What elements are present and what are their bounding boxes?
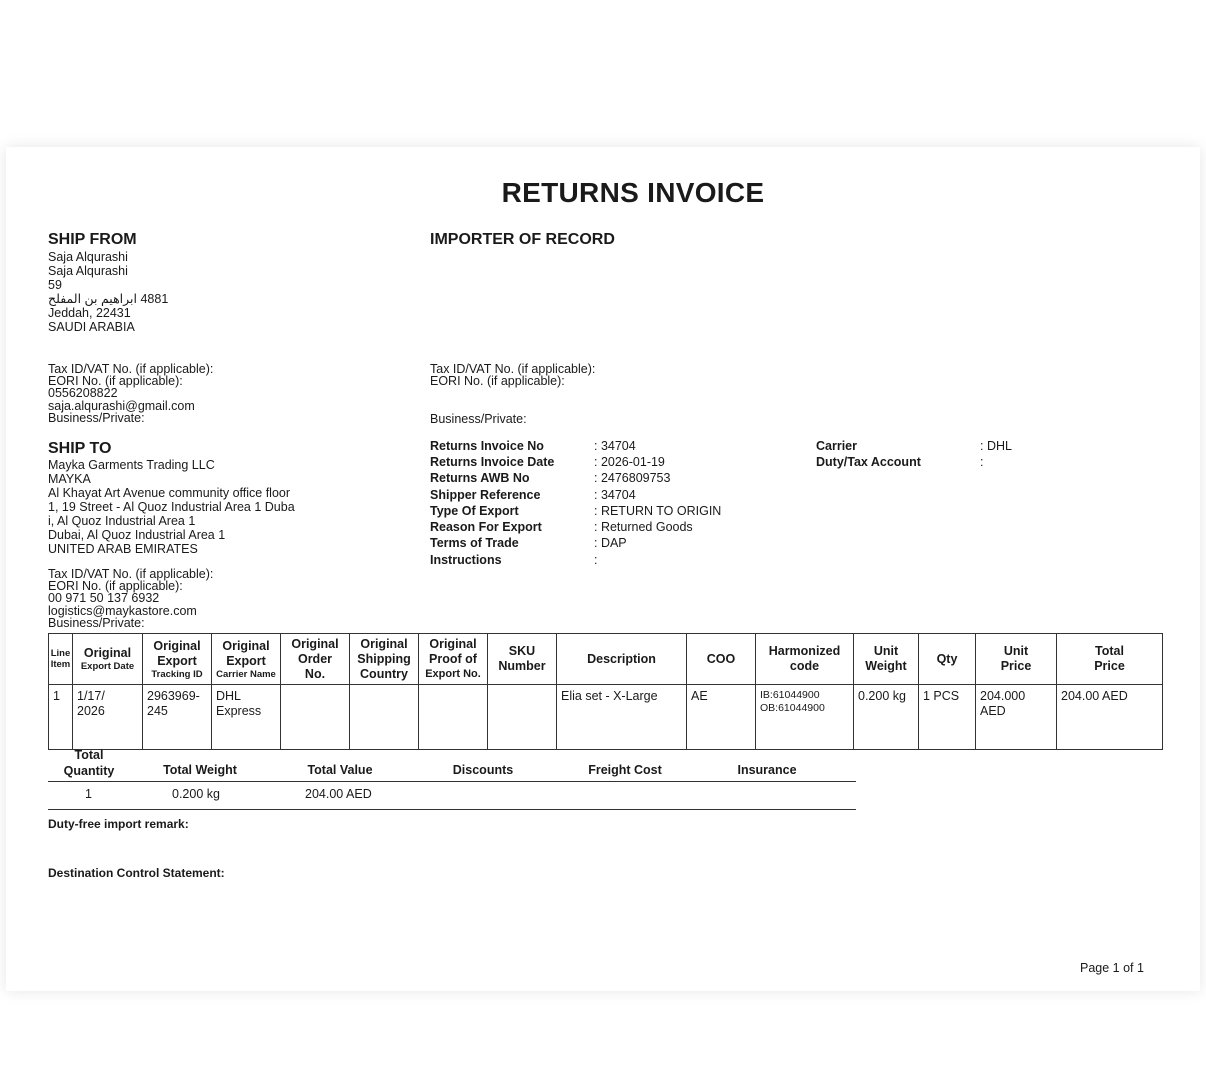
cell-qty: 1 PCS	[919, 685, 976, 750]
cell-unit-weight: 0.200 kg	[854, 685, 919, 750]
cell-text: 1/17/	[77, 689, 105, 703]
header-text: Original	[360, 636, 408, 651]
info-label: Returns AWB No	[430, 471, 530, 485]
cell-text: OB:61044900	[760, 702, 825, 714]
totals-divider-bottom	[48, 809, 856, 810]
total-weight-header: Total Weight	[163, 763, 237, 777]
info-value: : 34704	[594, 488, 636, 502]
header-text: Quantity	[63, 764, 115, 778]
address-line: Saja Alqurashi	[48, 250, 128, 264]
total-quantity-value: 1	[85, 787, 92, 801]
info-value: :	[980, 455, 984, 469]
page-title: RETURNS INVOICE	[501, 177, 765, 208]
cell-order-no	[281, 685, 350, 750]
cell-coo: AE	[687, 685, 756, 750]
info-label: Shipper Reference	[430, 488, 541, 502]
info-label: Type Of Export	[430, 504, 519, 518]
header-text: Number	[498, 659, 546, 673]
cell-text: Express	[216, 704, 262, 718]
col-qty: Qty	[919, 634, 976, 685]
info-label: Duty/Tax Account	[816, 455, 921, 469]
info-value: : 2026-01-19	[594, 455, 665, 469]
header-text: No.	[304, 666, 326, 681]
header-text: Proof of	[429, 651, 477, 666]
cell-sku	[488, 685, 557, 750]
header-text: Price	[1094, 659, 1125, 673]
cell-text: DHL	[216, 689, 242, 703]
total-value-header: Total Value	[307, 763, 373, 777]
address-line: Al Khayat Art Avenue community office floor	[48, 486, 291, 500]
total-value-value: 204.00 AED	[305, 787, 372, 801]
col-orig-tracking	[143, 634, 212, 685]
cell-proof	[419, 685, 488, 750]
header-text: Original	[153, 638, 201, 653]
header-text: Carrier Name	[216, 668, 276, 680]
business-label: Business/Private:	[48, 615, 145, 630]
cell-line-item: 1	[49, 685, 73, 750]
col-unit-price	[976, 634, 1057, 685]
info-value: : DHL	[980, 439, 1012, 453]
email: logistics@maykastore.com	[48, 603, 197, 618]
cell-total-price: 204.00 AED	[1057, 685, 1163, 750]
eori-label: EORI No. (if applicable):	[48, 374, 183, 389]
col-coo: COO	[687, 634, 756, 685]
totals-divider-top	[48, 781, 856, 782]
phone: 0556208822	[48, 386, 118, 401]
header-text: Tracking ID	[151, 668, 203, 680]
email: saja.alqurashi@gmail.com	[48, 398, 195, 413]
ship-from-tax-block	[48, 363, 213, 424]
header-text: Original	[291, 636, 339, 651]
address-line: 1, 19 Street - Al Quoz Industrial Area 1 Duba	[48, 500, 295, 514]
address-line: i, Al Quoz Industrial Area 1	[48, 514, 196, 528]
col-hs	[756, 634, 854, 685]
info-label: Carrier	[816, 439, 857, 453]
info-value: : DAP	[594, 536, 627, 550]
header-text: Export No.	[425, 667, 481, 680]
info-value: : 2476809753	[594, 471, 671, 485]
cell-hs	[756, 685, 854, 750]
items-table	[48, 633, 1163, 750]
cell-text: AED	[980, 704, 1006, 718]
header-text: Total	[1095, 644, 1124, 658]
address-line: Mayka Garments Trading LLC	[48, 458, 215, 472]
header-text: Shipping	[357, 651, 411, 666]
insurance-header: Insurance	[737, 763, 797, 777]
info-value: : 34704	[594, 439, 636, 453]
header-text: Original	[222, 638, 270, 653]
header-text: Unit	[1003, 644, 1029, 658]
header-text: SKU	[508, 644, 536, 658]
header-text: Total	[74, 748, 104, 762]
header-text: Export	[157, 653, 197, 668]
header-text: Country	[360, 666, 408, 681]
importer-heading: IMPORTER OF RECORD	[430, 231, 615, 248]
info-value: : Returned Goods	[594, 520, 693, 534]
cell-tracking	[143, 685, 212, 750]
cell-text: 204.000	[980, 689, 1026, 703]
col-orig-country	[350, 634, 419, 685]
table-header-row	[49, 634, 1163, 685]
ship-from-address	[48, 250, 168, 334]
header-text: Original	[83, 646, 132, 660]
importer-tax-block	[430, 363, 595, 387]
cell-description: Elia set - X-Large	[557, 685, 687, 750]
info-label: Terms of Trade	[430, 536, 519, 550]
eori-label: EORI No. (if applicable):	[48, 579, 183, 594]
importer-business-label: Business/Private:	[430, 412, 527, 426]
col-description: Description	[557, 634, 687, 685]
cell-text: IB:61044900	[760, 689, 820, 701]
header-text: Export	[226, 653, 266, 668]
cell-country	[350, 685, 419, 750]
address-line: Jeddah, 22431	[48, 306, 131, 320]
header-text: Line	[50, 648, 71, 659]
col-orig-export-date	[73, 634, 143, 685]
table-row	[49, 685, 1163, 750]
header-text: Unit	[873, 644, 899, 658]
destination-control-statement: Destination Control Statement:	[48, 866, 225, 880]
cell-carrier	[212, 685, 281, 750]
tax-label: Tax ID/VAT No. (if applicable):	[48, 362, 214, 376]
business-label: Business/Private:	[48, 410, 145, 425]
duty-free-remark: Duty-free import remark:	[48, 817, 189, 831]
col-orig-order	[281, 634, 350, 685]
address-line: SAUDI ARABIA	[48, 320, 135, 334]
page-number: Page 1 of 1	[1080, 961, 1144, 975]
ship-from-heading: SHIP FROM	[48, 231, 137, 248]
info-label: Returns Invoice No	[430, 439, 544, 453]
tax-label: Tax ID/VAT No. (if applicable):	[430, 362, 596, 376]
address-line: MAYKA	[48, 472, 91, 486]
info-label: Instructions	[430, 553, 502, 567]
address-line: 4881 ابراهيم بن المفلح	[48, 292, 169, 306]
total-quantity-header	[48, 747, 130, 779]
col-orig-proof	[419, 634, 488, 685]
col-line-item	[49, 634, 73, 685]
header-text: Original	[429, 636, 477, 651]
cell-text: 2026	[77, 704, 105, 718]
total-weight-value: 0.200 kg	[172, 787, 220, 801]
phone: 00 971 50 137 6932	[48, 591, 160, 606]
address-line: Dubai, Al Quoz Industrial Area 1	[48, 528, 226, 542]
col-sku	[488, 634, 557, 685]
ship-to-tax-block	[48, 568, 213, 629]
discounts-header: Discounts	[452, 763, 514, 777]
info-label: Returns Invoice Date	[430, 455, 555, 469]
info-value: :	[594, 553, 598, 567]
header-text: Export Date	[80, 661, 135, 672]
col-unit-weight	[854, 634, 919, 685]
header-text: Order	[297, 651, 333, 666]
header-text: code	[789, 659, 820, 673]
ship-to-heading: SHIP TO	[48, 440, 112, 457]
cell-text: 245	[147, 704, 168, 718]
tax-label: Tax ID/VAT No. (if applicable):	[48, 567, 214, 581]
cell-text: 2963969-	[147, 689, 200, 703]
address-line: UNITED ARAB EMIRATES	[48, 542, 198, 556]
info-label: Reason For Export	[430, 520, 542, 534]
freight-cost-header: Freight Cost	[588, 763, 662, 777]
address-line: 59	[48, 278, 62, 292]
cell-unit-price	[976, 685, 1057, 750]
header-text: Item	[50, 659, 71, 670]
header-text: Weight	[865, 659, 907, 673]
info-value: : RETURN TO ORIGIN	[594, 504, 722, 518]
cell-export-date	[73, 685, 143, 750]
header-text: Harmonized	[768, 644, 841, 658]
col-total-price	[1057, 634, 1163, 685]
ship-to-address	[48, 458, 295, 556]
col-orig-carrier	[212, 634, 281, 685]
address-line: Saja Alqurashi	[48, 264, 128, 278]
eori-label: EORI No. (if applicable):	[430, 374, 565, 389]
header-text: Price	[1000, 659, 1032, 673]
